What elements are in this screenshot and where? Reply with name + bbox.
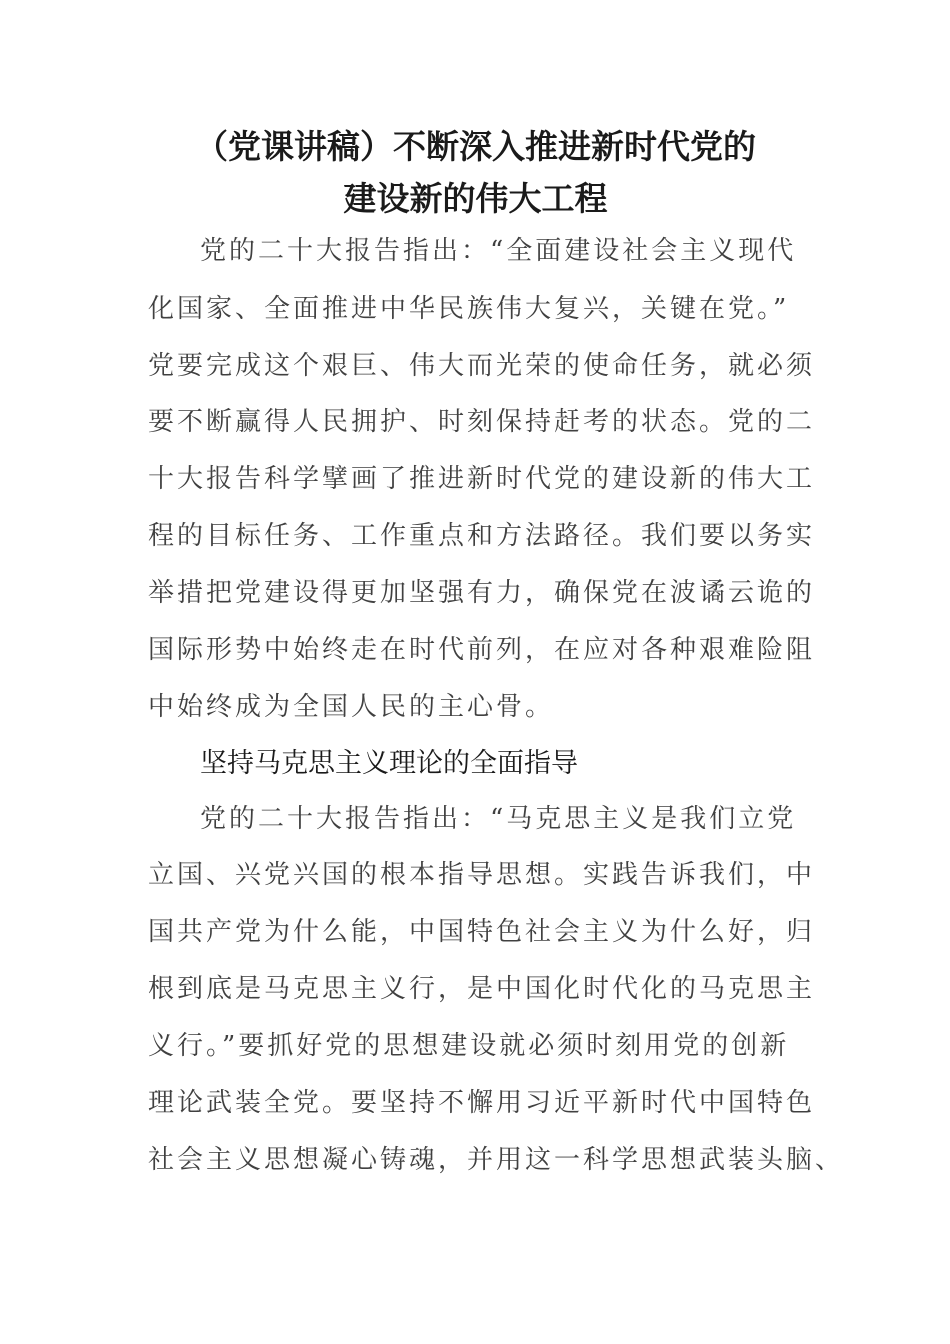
section-line-6: 理论武装全党。要坚持不懈用习近平新时代中国特色 [148, 1088, 816, 1118]
intro-line-2: 化国家、全面推进中华民族伟大复兴，关键在党。” [148, 294, 790, 324]
intro-line-7: 举措把党建设得更加坚强有力，确保党在波谲云诡的 [148, 578, 816, 608]
section-line-5: 义行。”要抓好党的思想建设就必须时刻用党的创新 [148, 1031, 790, 1061]
section-line-1: 党的二十大报告指出：“马克思主义是我们立党 [200, 804, 797, 834]
document-title-line-1: （党课讲稿）不断深入推进新时代党的 [195, 127, 756, 166]
section-line-3: 国共产党为什么能，中国特色社会主义为什么好，归 [148, 917, 816, 947]
section-heading: 坚持马克思主义理论的全面指导 [200, 748, 578, 779]
document-title-line-2: 建设新的伟大工程 [343, 179, 608, 218]
intro-line-5: 十大报告科学擘画了推进新时代党的建设新的伟大工 [148, 464, 816, 494]
intro-line-4: 要不断赢得人民拥护、时刻保持赶考的状态。党的二 [148, 407, 816, 437]
intro-line-1: 党的二十大报告指出：“全面建设社会主义现代 [200, 236, 797, 266]
intro-line-3: 党要完成这个艰巨、伟大而光荣的使命任务，就必须 [148, 351, 816, 381]
section-line-2: 立国、兴党兴国的根本指导思想。实践告诉我们，中 [148, 860, 816, 890]
intro-line-9: 中始终成为全国人民的主心骨。 [148, 692, 555, 722]
section-line-4: 根到底是马克思主义行，是中国化时代化的马克思主 [148, 974, 816, 1004]
intro-line-8: 国际形势中始终走在时代前列，在应对各种艰难险阻 [148, 635, 816, 665]
section-line-7: 社会主义思想凝心铸魂，并用这一科学思想武装头脑、 [148, 1145, 845, 1175]
intro-line-6: 程的目标任务、工作重点和方法路径。我们要以务实 [148, 521, 816, 551]
